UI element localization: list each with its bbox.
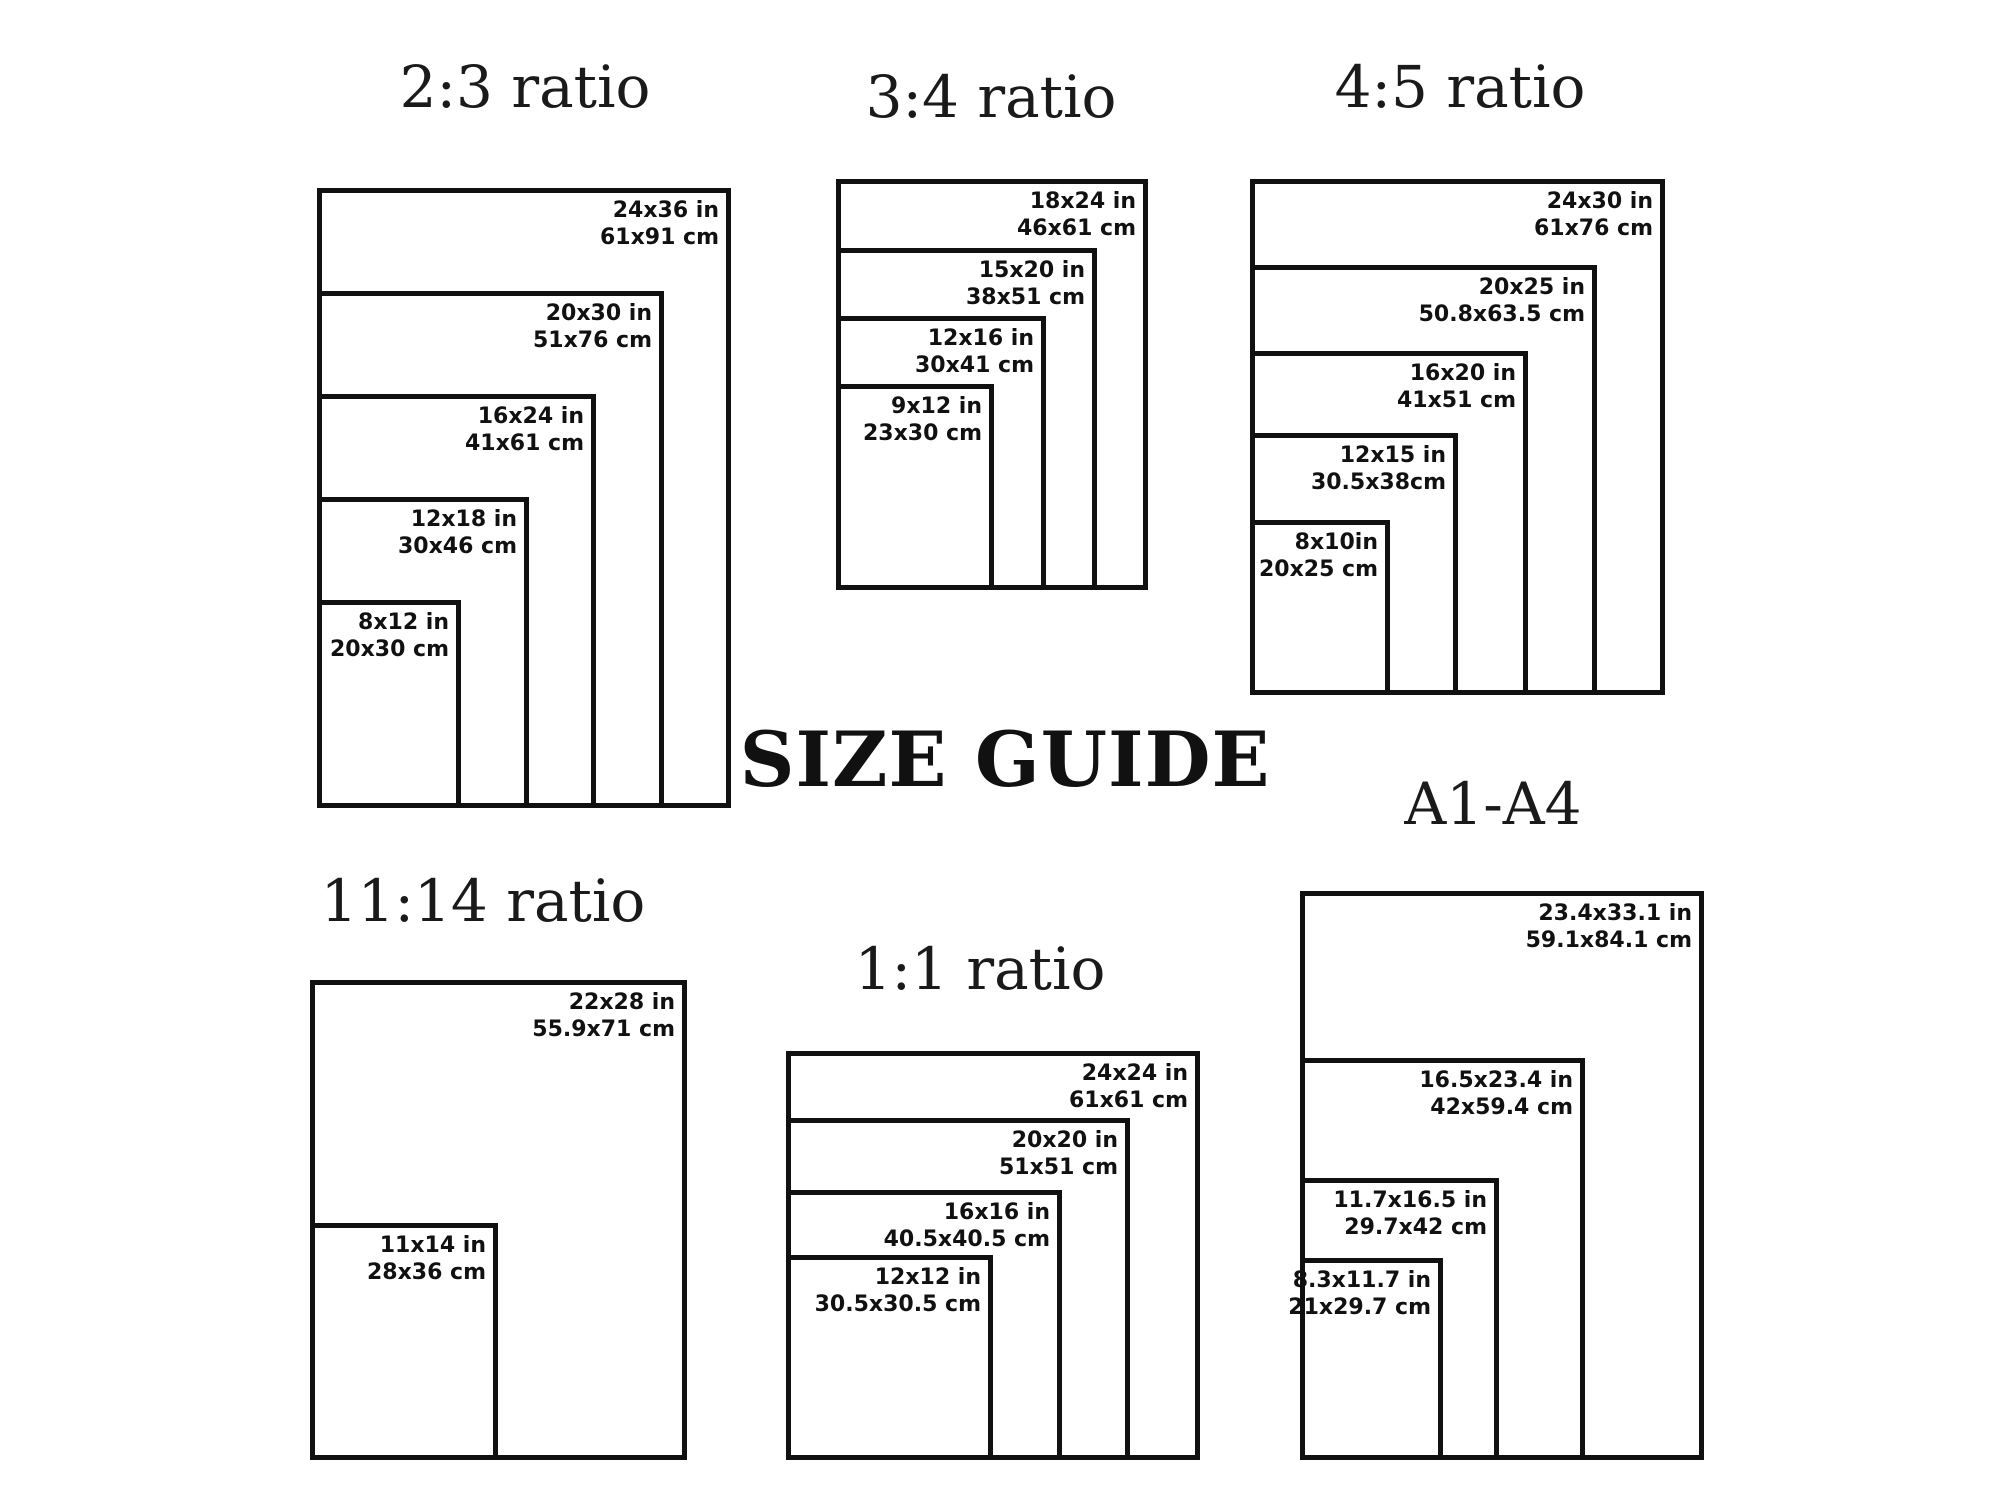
size-inches: 24x24 in bbox=[1081, 1061, 1188, 1086]
group-title: 11:14 ratio bbox=[320, 867, 646, 935]
size-inches: 18x24 in bbox=[1029, 189, 1136, 214]
size-inches: 9x12 in bbox=[891, 394, 982, 419]
size-inches: 8x10in bbox=[1294, 530, 1378, 555]
size-label bbox=[884, 1199, 1050, 1253]
size-label bbox=[1397, 360, 1516, 414]
group-title: 1:1 ratio bbox=[854, 935, 1106, 1003]
size-centimeters: 51x51 cm bbox=[998, 1155, 1118, 1180]
size-centimeters: 38x51 cm bbox=[965, 285, 1085, 310]
size-centimeters: 28x36 cm bbox=[366, 1260, 486, 1285]
group-title: A1-A4 bbox=[1404, 770, 1582, 838]
size-inches: 22x28 in bbox=[568, 990, 675, 1015]
size-inches: 24x30 in bbox=[1546, 189, 1653, 214]
size-centimeters: 41x51 cm bbox=[1396, 388, 1516, 413]
size-centimeters: 20x30 cm bbox=[329, 637, 449, 662]
size-centimeters: 51x76 cm bbox=[532, 328, 652, 353]
size-centimeters: 42x59.4 cm bbox=[1430, 1095, 1573, 1120]
size-inches: 12x12 in bbox=[874, 1265, 981, 1290]
size-centimeters: 61x91 cm bbox=[599, 225, 719, 250]
size-label bbox=[815, 1264, 981, 1318]
group-title: 4:5 ratio bbox=[1334, 53, 1586, 121]
size-label bbox=[1534, 188, 1653, 242]
size-label bbox=[1017, 188, 1136, 242]
size-inches: 12x18 in bbox=[410, 507, 517, 532]
size-inches: 20x20 in bbox=[1011, 1128, 1118, 1153]
size-inches: 20x30 in bbox=[545, 301, 652, 326]
size-label bbox=[999, 1127, 1118, 1181]
size-centimeters: 61x76 cm bbox=[1533, 216, 1653, 241]
size-inches: 16x20 in bbox=[1409, 361, 1516, 386]
size-centimeters: 20x25 cm bbox=[1258, 557, 1378, 582]
size-centimeters: 40.5x40.5 cm bbox=[883, 1227, 1050, 1252]
size-centimeters: 59.1x84.1 cm bbox=[1525, 928, 1692, 953]
size-inches: 8x12 in bbox=[358, 610, 449, 635]
size-inches: 24x36 in bbox=[612, 198, 719, 223]
size-label bbox=[1333, 1187, 1487, 1241]
size-label bbox=[330, 609, 449, 663]
size-centimeters: 30x41 cm bbox=[914, 353, 1034, 378]
size-label bbox=[1526, 900, 1692, 954]
size-label bbox=[1419, 274, 1585, 328]
size-centimeters: 41x61 cm bbox=[464, 431, 584, 456]
size-label bbox=[1259, 529, 1378, 583]
size-centimeters: 29.7x42 cm bbox=[1344, 1215, 1487, 1240]
size-inches: 15x20 in bbox=[978, 258, 1085, 283]
size-label bbox=[1419, 1067, 1573, 1121]
size-label bbox=[1311, 442, 1446, 496]
size-centimeters: 46x61 cm bbox=[1016, 216, 1136, 241]
group-title: 2:3 ratio bbox=[399, 53, 651, 121]
size-label bbox=[398, 506, 517, 560]
size-inches: 20x25 in bbox=[1478, 275, 1585, 300]
size-inches: 23.4x33.1 in bbox=[1538, 901, 1692, 926]
size-centimeters: 30x46 cm bbox=[397, 534, 517, 559]
size-centimeters: 50.8x63.5 cm bbox=[1418, 302, 1585, 327]
size-inches: 16.5x23.4 in bbox=[1419, 1068, 1573, 1093]
size-centimeters: 21x29.7 cm bbox=[1288, 1295, 1431, 1320]
size-label bbox=[863, 393, 982, 447]
size-centimeters: 61x61 cm bbox=[1068, 1088, 1188, 1113]
size-label bbox=[915, 325, 1034, 379]
size-label bbox=[533, 300, 652, 354]
size-inches: 16x16 in bbox=[943, 1200, 1050, 1225]
size-inches: 11.7x16.5 in bbox=[1333, 1188, 1487, 1213]
size-centimeters: 30.5x38cm bbox=[1310, 470, 1446, 495]
size-centimeters: 55.9x71 cm bbox=[532, 1017, 675, 1042]
page-title: SIZE GUIDE bbox=[739, 715, 1271, 804]
size-label bbox=[600, 197, 719, 251]
size-centimeters: 30.5x30.5 cm bbox=[814, 1292, 981, 1317]
size-label bbox=[1288, 1267, 1431, 1321]
size-inches: 16x24 in bbox=[477, 404, 584, 429]
size-label bbox=[532, 989, 675, 1043]
size-label bbox=[367, 1232, 486, 1286]
size-inches: 11x14 in bbox=[379, 1233, 486, 1258]
size-label bbox=[1069, 1060, 1188, 1114]
size-centimeters: 23x30 cm bbox=[862, 421, 982, 446]
size-inches: 12x16 in bbox=[927, 326, 1034, 351]
group-title: 3:4 ratio bbox=[865, 63, 1117, 131]
size-label bbox=[966, 257, 1085, 311]
size-inches: 12x15 in bbox=[1339, 443, 1446, 468]
size-inches: 8.3x11.7 in bbox=[1292, 1268, 1431, 1293]
size-label bbox=[465, 403, 584, 457]
